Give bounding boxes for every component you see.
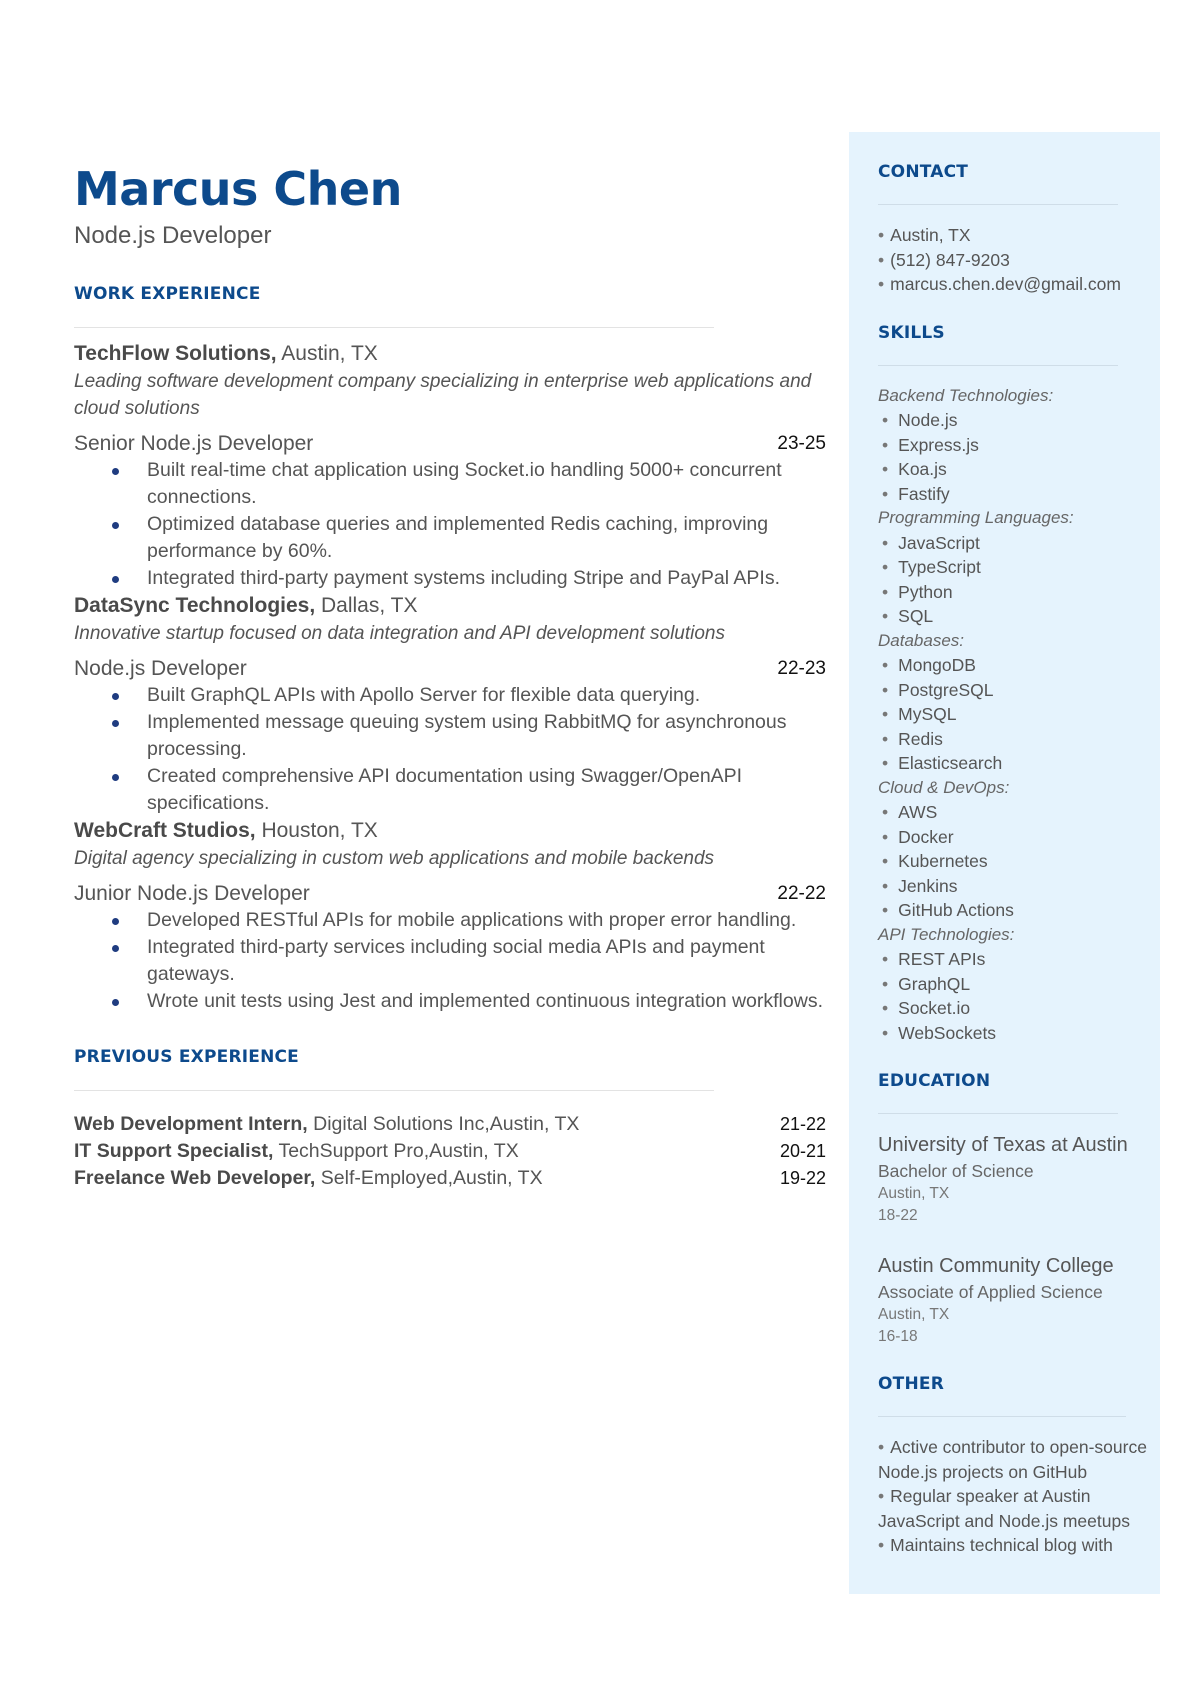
bullet-dot: • <box>878 1437 885 1457</box>
other-heading: OTHER <box>878 1374 944 1394</box>
skill-item <box>878 727 1158 752</box>
previous-role-row <box>74 1138 826 1165</box>
skill-item <box>878 531 1158 556</box>
skill-name: SQL <box>898 606 934 626</box>
company-line <box>74 340 826 367</box>
contact-item <box>878 248 1158 273</box>
skill-item <box>878 1021 1158 1046</box>
role-dates: 22-23 <box>777 658 826 679</box>
skill-name: JavaScript <box>898 532 980 553</box>
skill-name: Jenkins <box>898 875 958 896</box>
skill-item <box>878 996 1158 1021</box>
school-name: Austin Community College <box>878 1255 1114 1277</box>
skill-name: Koa.js <box>898 459 947 479</box>
previous-role-title: Freelance Web Developer, <box>74 1167 316 1189</box>
company-description: Innovative startup focused on data integration and API development solutions <box>74 623 726 644</box>
job-entry <box>74 592 826 817</box>
other-text: Regular speaker at Austin JavaScript and Node.js meetups <box>878 1486 1130 1531</box>
previous-role <box>74 1111 579 1138</box>
company-line <box>74 817 826 844</box>
skill-item <box>878 972 1158 997</box>
skill-item <box>878 580 1158 605</box>
skill-item <box>878 849 1158 874</box>
skill-name: Fastify <box>898 483 950 504</box>
previous-role <box>74 1165 543 1192</box>
skill-name: Docker <box>898 826 954 847</box>
skill-item <box>878 751 1158 776</box>
bullet-dot: • <box>882 998 889 1018</box>
contact-heading: CONTACT <box>878 162 969 182</box>
skill-item <box>878 604 1158 629</box>
bullet-dot: • <box>878 1535 885 1555</box>
skill-item <box>878 702 1158 727</box>
skill-item <box>878 947 1158 972</box>
company-location: Dallas, TX <box>315 594 418 617</box>
job-entry <box>74 817 826 1015</box>
contact-section <box>878 162 1158 297</box>
bullet-dot: • <box>882 655 889 675</box>
education-dates: 18-22 <box>878 1207 918 1224</box>
bullet-dot: • <box>882 679 889 700</box>
role-dates: 22-22 <box>777 883 826 904</box>
skill-item <box>878 874 1158 899</box>
achievement-item: Implemented message queuing system using RabbitMQ for asynchronous processing. <box>74 709 826 763</box>
skill-item <box>878 433 1158 458</box>
company-name: WebCraft Studios, <box>74 819 256 842</box>
company-location: Houston, TX <box>255 819 378 842</box>
section-divider <box>878 1113 1118 1114</box>
skill-name: WebSockets <box>898 1022 997 1043</box>
skill-name: Redis <box>898 728 943 749</box>
company-name: DataSync Technologies, <box>74 594 316 617</box>
skill-item <box>878 555 1158 580</box>
bullet-dot: • <box>882 875 889 896</box>
bullet-dot: • <box>882 532 889 553</box>
role-title: Junior Node.js Developer <box>74 882 310 905</box>
skills-heading: SKILLS <box>878 322 945 343</box>
education-section <box>878 1071 1158 1348</box>
bullet-dot: • <box>882 753 889 773</box>
degree: Bachelor of Science <box>878 1161 1034 1181</box>
achievement-item: Created comprehensive API documentation using Swagger/OpenAPI specifications. <box>74 763 826 817</box>
section-divider <box>74 1090 714 1091</box>
bullet-dot: • <box>882 557 889 577</box>
education-heading: EDUCATION <box>878 1071 991 1091</box>
bullet-dot: • <box>882 459 889 479</box>
bullet-dot: • <box>882 949 889 969</box>
contact-item <box>878 223 1158 248</box>
candidate-name: Marcus Chen <box>74 162 402 216</box>
skill-name: TypeScript <box>898 557 981 577</box>
bullet-dot: • <box>882 728 889 749</box>
section-divider <box>878 1416 1126 1417</box>
bullet-dot: • <box>878 274 885 294</box>
skill-name: Express.js <box>898 434 979 455</box>
education-entry <box>878 1253 1158 1348</box>
previous-role-row <box>74 1111 826 1138</box>
company-name: TechFlow Solutions, <box>74 342 277 365</box>
bullet-dot: • <box>882 606 889 626</box>
skill-item <box>878 457 1158 482</box>
skill-category: Databases: <box>878 630 964 650</box>
bullet-dot: • <box>882 851 889 871</box>
skill-name: REST APIs <box>898 949 986 969</box>
bullet-dot: • <box>882 410 889 430</box>
skill-category: API Technologies: <box>878 924 1015 944</box>
skill-item <box>878 482 1158 507</box>
skill-category: Cloud & DevOps: <box>878 777 1010 797</box>
company-description: Leading software development company specializing in enterprise web applications and cloud solutions <box>74 371 812 419</box>
section-divider <box>74 327 714 328</box>
previous-role-title: IT Support Specialist, <box>74 1140 274 1162</box>
bullet-dot: • <box>882 802 889 822</box>
achievement-item: Integrated third-party payment systems including Stripe and PayPal APIs. <box>74 565 826 592</box>
role-row <box>74 430 826 457</box>
bullet-dot: • <box>882 483 889 504</box>
bullet-dot: • <box>878 1486 885 1506</box>
education-dates: 16-18 <box>878 1328 918 1345</box>
achievement-item: Integrated third-party services including social media APIs and payment gateways. <box>74 934 826 988</box>
role-title: Senior Node.js Developer <box>74 432 314 455</box>
role-title: Node.js Developer <box>74 657 247 680</box>
job-entry <box>74 340 826 592</box>
bullet-dot: • <box>882 581 889 602</box>
degree: Associate of Applied Science <box>878 1282 1103 1302</box>
job-title: Node.js Developer <box>74 222 272 249</box>
role-row <box>74 880 826 907</box>
section-divider <box>878 204 1118 205</box>
skill-name: GraphQL <box>898 973 971 994</box>
school-name: University of Texas at Austin <box>878 1134 1128 1156</box>
skill-name: MongoDB <box>898 655 976 675</box>
sidebar <box>849 132 1160 1594</box>
contact-text: (512) 847-9203 <box>890 249 1010 270</box>
other-section <box>878 1374 1158 1558</box>
skill-item <box>878 825 1158 850</box>
education-entry <box>878 1132 1158 1227</box>
achievement-list <box>74 907 826 1015</box>
company-description: Digital agency specializing in custom web applications and mobile backends <box>74 848 715 869</box>
achievement-item: Built real-time chat application using Socket.io handling 5000+ concurrent connections. <box>74 457 826 511</box>
skill-category: Programming Languages: <box>878 508 1074 527</box>
other-item <box>878 1484 1158 1533</box>
achievement-list <box>74 682 826 817</box>
school-location: Austin, TX <box>878 1306 950 1323</box>
bullet-dot: • <box>882 704 889 724</box>
skill-name: Kubernetes <box>898 851 988 871</box>
bullet-dot: • <box>878 249 885 270</box>
skill-item <box>878 408 1158 433</box>
skill-name: GitHub Actions <box>898 900 1014 920</box>
skill-category: Backend Technologies: <box>878 385 1054 405</box>
skill-name: PostgreSQL <box>898 679 994 700</box>
bullet-dot: • <box>882 434 889 455</box>
other-item <box>878 1435 1158 1484</box>
achievement-item: Optimized database queries and implemented Redis caching, improving performance by 60%. <box>74 511 826 565</box>
school-location: Austin, TX <box>878 1185 950 1202</box>
previous-role <box>74 1138 519 1165</box>
main-column <box>74 160 826 1192</box>
skill-item <box>878 678 1158 703</box>
skill-name: Elasticsearch <box>898 753 1003 773</box>
skill-name: Node.js <box>898 410 958 430</box>
bullet-dot: • <box>882 973 889 994</box>
previous-role-dates: 21-22 <box>779 1114 826 1134</box>
work-experience-heading: WORK EXPERIENCE <box>74 284 261 304</box>
contact-item <box>878 272 1158 297</box>
previous-role-detail: Self-Employed,Austin, TX <box>315 1167 543 1189</box>
skill-name: Socket.io <box>898 998 971 1018</box>
section-divider <box>878 365 1118 366</box>
skill-item <box>878 898 1158 923</box>
skill-name: Python <box>898 581 953 602</box>
previous-role-dates: 19-22 <box>779 1168 826 1188</box>
skill-name: AWS <box>898 802 938 822</box>
achievement-item: Built GraphQL APIs with Apollo Server for flexible data querying. <box>74 682 826 709</box>
role-dates: 23-25 <box>777 433 826 454</box>
contact-text: Austin, TX <box>890 225 971 245</box>
skills-section <box>878 323 1158 1046</box>
previous-role-detail: TechSupport Pro,Austin, TX <box>273 1140 519 1162</box>
bullet-dot: • <box>878 225 885 245</box>
achievement-item: Developed RESTful APIs for mobile applications with proper error handling. <box>74 907 826 934</box>
other-item <box>878 1533 1158 1558</box>
company-line <box>74 592 826 619</box>
previous-experience-list <box>74 1111 826 1192</box>
contact-text: marcus.chen.dev@gmail.com <box>890 274 1121 294</box>
skill-item <box>878 653 1158 678</box>
skill-item <box>878 800 1158 825</box>
previous-role-row <box>74 1165 826 1192</box>
role-row <box>74 655 826 682</box>
previous-role-detail: Digital Solutions Inc,Austin, TX <box>307 1113 580 1135</box>
bullet-dot: • <box>882 1022 889 1043</box>
previous-role-title: Web Development Intern, <box>74 1113 308 1135</box>
bullet-dot: • <box>882 900 889 920</box>
previous-role-dates: 20-21 <box>779 1141 826 1161</box>
bullet-dot: • <box>882 826 889 847</box>
skill-name: MySQL <box>898 704 957 724</box>
work-experience-list <box>74 340 826 1015</box>
achievement-item: Wrote unit tests using Jest and implemented continuous integration workflows. <box>74 988 826 1015</box>
company-location: Austin, TX <box>276 342 378 365</box>
achievement-list <box>74 457 826 592</box>
other-text: Active contributor to open-source Node.js projects on GitHub <box>878 1437 1147 1482</box>
previous-experience-heading: PREVIOUS EXPERIENCE <box>74 1047 299 1067</box>
other-text: Maintains technical blog with <box>890 1535 1113 1555</box>
